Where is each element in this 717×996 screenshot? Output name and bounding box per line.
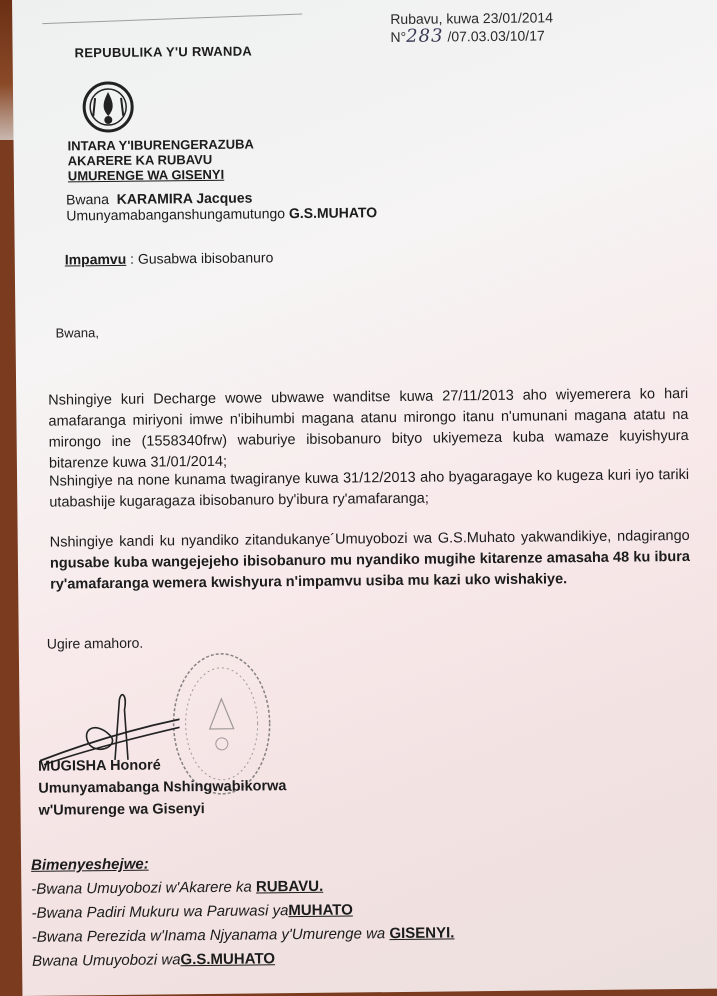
province: INTARA Y'IBURENGERAZUBA xyxy=(67,136,254,154)
rwanda-coat-of-arms-icon xyxy=(81,80,136,135)
copy-item: Bwana Umuyobozi waG.S.MUHATO xyxy=(32,950,276,970)
body-paragraph-1: Nshingiye kuri Decharge wowe ubwawe wanditse kuwa 27/11/2013 aho wiyemerera ko hari amafaranga miriyoni imwe n'ibihumbi magana atanu mirongo itanu n'umunani magana atatu na mirongo ine (1558340frw) waburiye ibisobanuro bityo ukiyemeza kuba wamaze kuyishyura bitarenze kuwa 31/01/2014; xyxy=(48,385,689,472)
place-date: Rubavu, kuwa 23/01/2014 xyxy=(390,9,554,28)
signatory-name: MUGISHA Honoré xyxy=(37,757,161,775)
subject-text: Gusabwa ibisobanuro xyxy=(137,249,274,267)
body-paragraph-3: Nshingiye kandi ku nyandiko zitandukanye´Umuyobozi wa G.S.Muhato yakwandikiye, ndagirango ngusabe kuba wangejejeho ibisobanuro mu nyandiko mugihe kitarenze amasaha 48 ku ibura ry'amafaranga wemera kwishyura n'impamvu usiba mu kazi uko wishakiye. xyxy=(49,527,690,593)
signatory-role: Umunyamabanga Nshingwabikorwa xyxy=(38,778,287,797)
country-heading: REPUBULIKA Y'U RWANDA xyxy=(74,43,253,61)
copies-list xyxy=(31,849,455,973)
reference-number: N°283 /07.03.03/10/17 xyxy=(390,25,545,47)
recipient-role: Umunyamabanganshungamutungo xyxy=(66,205,286,224)
place-date-block xyxy=(390,8,553,46)
copy-item: -Bwana Perezida w'Inama Njyanama y'Umurenge wa GISENYI. xyxy=(31,924,455,946)
handwritten-ref: 283 xyxy=(406,25,444,47)
request-emphasis: ngusabe kuba wangejejeho ibisobanuro mu nyandiko mugihe kitarenze amasaha 48 ku ibura ry'amafaranga wemera kwishyura n'impamvu usiba mu kazi uko wishakiye. xyxy=(49,548,690,593)
copies-title: Bimenyeshejwe: xyxy=(31,855,149,874)
closing: Ugire amahoro. xyxy=(46,634,144,652)
signatory-office: w'Umurenge wa Gisenyi xyxy=(38,801,205,819)
salutation: Bwana, xyxy=(55,325,99,341)
recipient-title: Bwana xyxy=(66,190,110,208)
administrative-heading xyxy=(67,136,254,183)
copy-item: -Bwana Umuyobozi w'Akarere ka RUBAVU. xyxy=(31,877,324,898)
sector: UMURENGE WA GISENYI xyxy=(67,166,225,184)
district: AKARERE KA RUBAVU xyxy=(67,151,213,169)
subject-line: Impamvu : Gusabwa ibisobanuro xyxy=(64,249,274,268)
signatory-block xyxy=(38,753,287,822)
copy-item: -Bwana Padiri Mukuru wa Paruwasi yaMUHATO xyxy=(31,901,353,922)
recipient-name: KARAMIRA Jacques xyxy=(116,189,253,207)
recipient-block xyxy=(66,188,377,223)
letter-page xyxy=(12,0,717,996)
subject-label: Impamvu xyxy=(64,250,127,268)
recipient-school: G.S.MUHATO xyxy=(288,204,378,222)
body-paragraph-2: Nshingiye na none kunama twagiranye kuwa 31/12/2013 aho byagaragaye ko kugeza kuri iyo tariki utabashije kugaragaza ibisobanuro by'ibura ry'amafaranga; xyxy=(49,466,690,511)
